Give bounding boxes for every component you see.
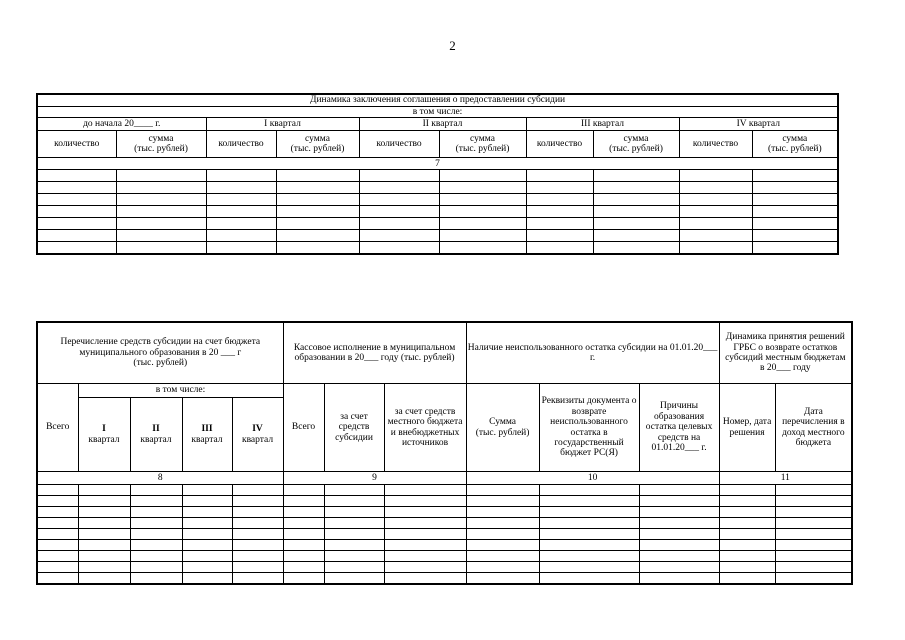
empty-cell: [752, 170, 838, 182]
qty-header: количество: [359, 131, 439, 158]
empty-cell: [37, 230, 116, 242]
empty-cell: [116, 182, 206, 194]
table-row: [37, 529, 852, 540]
table-row: [37, 206, 838, 218]
empty-cell: [526, 242, 593, 255]
empty-cell: [130, 485, 182, 496]
quarter-roman: II: [152, 424, 160, 435]
empty-cell: [359, 170, 439, 182]
empty-cell: [78, 507, 130, 518]
empty-cell: [719, 551, 775, 562]
column-number-11: 11: [719, 472, 852, 485]
table-row: [37, 573, 852, 585]
empty-cell: [526, 182, 593, 194]
table-row: [37, 170, 838, 182]
empty-cell: [130, 518, 182, 529]
empty-cell: [283, 562, 324, 573]
qty-header: количество: [526, 131, 593, 158]
empty-cell: [37, 194, 116, 206]
empty-cell: [116, 194, 206, 206]
empty-cell: [466, 518, 539, 529]
empty-cell: [466, 562, 539, 573]
empty-cell: [359, 218, 439, 230]
empty-cell: [37, 573, 78, 585]
empty-cell: [775, 573, 852, 585]
empty-cell: [37, 496, 78, 507]
empty-cell: [276, 206, 359, 218]
empty-cell: [206, 182, 276, 194]
empty-cell: [116, 170, 206, 182]
empty-cell: [276, 218, 359, 230]
period-q2: II квартал: [359, 118, 526, 131]
empty-cell: [466, 551, 539, 562]
column-number-8: 8: [37, 472, 283, 485]
subsidy-transfer-table: [36, 321, 853, 585]
empty-cell: [593, 206, 679, 218]
local-funds-header: за счет средств местного бюджета и внебюджетных источников: [384, 384, 466, 472]
empty-cell: [439, 218, 526, 230]
qty-header: количество: [206, 131, 276, 158]
empty-cell: [283, 496, 324, 507]
empty-cell: [593, 194, 679, 206]
empty-cell: [775, 551, 852, 562]
empty-cell: [679, 182, 752, 194]
empty-cell: [593, 182, 679, 194]
empty-cell: [182, 540, 232, 551]
empty-cell: [283, 518, 324, 529]
sum-header: сумма (тыс. рублей): [439, 131, 526, 158]
table-row: [37, 551, 852, 562]
empty-cell: [639, 529, 719, 540]
empty-cell: [206, 170, 276, 182]
empty-cell: [359, 182, 439, 194]
empty-cell: [130, 551, 182, 562]
empty-cell: [206, 218, 276, 230]
empty-cell: [206, 230, 276, 242]
empty-cell: [182, 496, 232, 507]
empty-cell: [679, 206, 752, 218]
transfer-date-header: Дата перечисления в доход местного бюджета: [775, 384, 852, 472]
period-start: до начала 20____ г.: [37, 118, 206, 131]
empty-cell: [593, 230, 679, 242]
empty-cell: [78, 485, 130, 496]
table1-empty-rows: [37, 170, 838, 255]
empty-cell: [206, 242, 276, 255]
balance-reasons-header: Причины образования остатка целевых средств на 01.01.20___ г.: [639, 384, 719, 472]
empty-cell: [439, 170, 526, 182]
empty-cell: [384, 540, 466, 551]
empty-cell: [37, 529, 78, 540]
table1-including: в том числе:: [37, 107, 838, 118]
empty-cell: [384, 507, 466, 518]
quarter-roman: I: [102, 424, 106, 435]
empty-cell: [206, 194, 276, 206]
empty-cell: [719, 496, 775, 507]
empty-cell: [526, 170, 593, 182]
empty-cell: [639, 507, 719, 518]
empty-cell: [116, 218, 206, 230]
empty-cell: [283, 540, 324, 551]
empty-cell: [78, 529, 130, 540]
table-row: [37, 230, 838, 242]
empty-cell: [775, 562, 852, 573]
empty-cell: [182, 529, 232, 540]
column-number: 7: [37, 158, 838, 170]
empty-cell: [775, 529, 852, 540]
empty-cell: [37, 485, 78, 496]
empty-cell: [439, 242, 526, 255]
empty-cell: [276, 194, 359, 206]
empty-cell: [384, 529, 466, 540]
including-header: в том числе:: [78, 384, 283, 398]
empty-cell: [539, 529, 639, 540]
quarter-word: квартал: [241, 434, 274, 445]
empty-cell: [232, 573, 283, 585]
empty-cell: [359, 242, 439, 255]
return-decisions-header: Динамика принятия решений ГРБС о возврате остатков субсидий местным бюджетам в 20___ году: [719, 322, 852, 384]
empty-cell: [324, 562, 384, 573]
empty-cell: [384, 485, 466, 496]
empty-cell: [466, 540, 539, 551]
empty-cell: [130, 507, 182, 518]
empty-cell: [775, 496, 852, 507]
empty-cell: [182, 518, 232, 529]
empty-cell: [439, 194, 526, 206]
quarter-roman: IV: [252, 424, 263, 435]
quarter-2-header: [130, 398, 182, 472]
empty-cell: [276, 182, 359, 194]
empty-cell: [526, 218, 593, 230]
empty-cell: [752, 206, 838, 218]
empty-cell: [639, 573, 719, 585]
empty-cell: [37, 242, 116, 255]
empty-cell: [276, 230, 359, 242]
empty-cell: [752, 218, 838, 230]
empty-cell: [324, 529, 384, 540]
quarter-3-header: [182, 398, 232, 472]
table-row: [37, 194, 838, 206]
empty-cell: [384, 496, 466, 507]
empty-cell: [37, 562, 78, 573]
table-row: [37, 507, 852, 518]
empty-cell: [130, 529, 182, 540]
empty-cell: [78, 496, 130, 507]
empty-cell: [324, 551, 384, 562]
table-row: [37, 218, 838, 230]
empty-cell: [37, 218, 116, 230]
empty-cell: [679, 230, 752, 242]
empty-cell: [719, 485, 775, 496]
sum-header: сумма (тыс. рублей): [276, 131, 359, 158]
empty-cell: [78, 551, 130, 562]
quarter-1-header: [78, 398, 130, 472]
empty-cell: [466, 573, 539, 585]
empty-cell: [324, 507, 384, 518]
balance-sum-header: Сумма (тыс. рублей): [466, 384, 539, 472]
empty-cell: [539, 507, 639, 518]
empty-cell: [439, 182, 526, 194]
empty-cell: [539, 573, 639, 585]
empty-cell: [37, 551, 78, 562]
column-number-9: 9: [283, 472, 466, 485]
return-document-header: Реквизиты документа о возврате неиспользованного остатка в государственный бюджет РС(Я): [539, 384, 639, 472]
empty-cell: [639, 562, 719, 573]
empty-cell: [752, 242, 838, 255]
table-row: [37, 518, 852, 529]
empty-cell: [539, 485, 639, 496]
sum-header: сумма (тыс. рублей): [593, 131, 679, 158]
empty-cell: [130, 540, 182, 551]
empty-cell: [593, 242, 679, 255]
empty-cell: [232, 496, 283, 507]
empty-cell: [116, 230, 206, 242]
empty-cell: [593, 218, 679, 230]
empty-cell: [232, 529, 283, 540]
table2-empty-rows: [37, 485, 852, 585]
total-cash-header: Всего: [283, 384, 324, 472]
empty-cell: [116, 242, 206, 255]
sum-header: сумма (тыс. рублей): [752, 131, 838, 158]
subsidy-agreement-table: [36, 93, 839, 255]
empty-cell: [232, 518, 283, 529]
empty-cell: [466, 485, 539, 496]
empty-cell: [466, 496, 539, 507]
empty-cell: [37, 518, 78, 529]
table-row: [37, 562, 852, 573]
empty-cell: [78, 562, 130, 573]
table-row: [37, 485, 852, 496]
column-number-10: 10: [466, 472, 719, 485]
empty-cell: [37, 540, 78, 551]
empty-cell: [439, 230, 526, 242]
quarter-roman: III: [201, 424, 213, 435]
empty-cell: [324, 485, 384, 496]
decision-number-header: Номер, дата решения: [719, 384, 775, 472]
empty-cell: [775, 485, 852, 496]
quarter-word: квартал: [88, 434, 120, 445]
empty-cell: [182, 573, 232, 585]
empty-cell: [752, 230, 838, 242]
empty-cell: [384, 562, 466, 573]
empty-cell: [130, 573, 182, 585]
empty-cell: [182, 507, 232, 518]
empty-cell: [324, 518, 384, 529]
page-number: 2: [449, 38, 456, 53]
subsidy-funds-header: за счет средств субсидии: [324, 384, 384, 472]
empty-cell: [679, 170, 752, 182]
table-row: [37, 242, 838, 255]
sum-header: сумма (тыс. рублей): [116, 131, 206, 158]
empty-cell: [639, 496, 719, 507]
empty-cell: [130, 496, 182, 507]
empty-cell: [752, 182, 838, 194]
period-q1: I квартал: [206, 118, 359, 131]
empty-cell: [639, 518, 719, 529]
empty-cell: [775, 540, 852, 551]
empty-cell: [639, 485, 719, 496]
period-q4: IV квартал: [679, 118, 838, 131]
quarter-word: квартал: [140, 434, 172, 445]
empty-cell: [384, 573, 466, 585]
empty-cell: [539, 562, 639, 573]
empty-cell: [775, 518, 852, 529]
empty-cell: [719, 518, 775, 529]
empty-cell: [679, 194, 752, 206]
empty-cell: [116, 206, 206, 218]
empty-cell: [206, 206, 276, 218]
empty-cell: [775, 507, 852, 518]
empty-cell: [719, 540, 775, 551]
empty-cell: [232, 485, 283, 496]
empty-cell: [182, 485, 232, 496]
empty-cell: [439, 206, 526, 218]
empty-cell: [539, 518, 639, 529]
empty-cell: [78, 540, 130, 551]
empty-cell: [539, 540, 639, 551]
empty-cell: [276, 170, 359, 182]
empty-cell: [466, 529, 539, 540]
empty-cell: [639, 540, 719, 551]
empty-cell: [719, 507, 775, 518]
empty-cell: [526, 194, 593, 206]
empty-cell: [283, 573, 324, 585]
table-row: [37, 496, 852, 507]
empty-cell: [359, 194, 439, 206]
cash-execution-header: Кассовое исполнение в муниципальном образовании в 20___ году (тыс. рублей): [283, 322, 466, 384]
empty-cell: [232, 507, 283, 518]
empty-cell: [276, 242, 359, 255]
empty-cell: [182, 562, 232, 573]
empty-cell: [384, 551, 466, 562]
qty-header: количество: [679, 131, 752, 158]
empty-cell: [283, 529, 324, 540]
empty-cell: [37, 182, 116, 194]
empty-cell: [78, 518, 130, 529]
empty-cell: [593, 170, 679, 182]
empty-cell: [182, 551, 232, 562]
total-header: Всего: [37, 384, 78, 472]
empty-cell: [130, 562, 182, 573]
empty-cell: [526, 230, 593, 242]
quarter-word: квартал: [191, 434, 223, 445]
empty-cell: [37, 206, 116, 218]
empty-cell: [526, 206, 593, 218]
empty-cell: [359, 230, 439, 242]
transfer-header: Перечисление средств субсидии на счет бюджета муниципального образования в 20 ___ г (тыс. рублей): [37, 322, 283, 384]
empty-cell: [752, 194, 838, 206]
empty-cell: [324, 573, 384, 585]
period-q3: III квартал: [526, 118, 679, 131]
empty-cell: [232, 551, 283, 562]
empty-cell: [324, 540, 384, 551]
empty-cell: [466, 507, 539, 518]
empty-cell: [639, 551, 719, 562]
empty-cell: [359, 206, 439, 218]
empty-cell: [78, 573, 130, 585]
empty-cell: [719, 529, 775, 540]
empty-cell: [283, 507, 324, 518]
unused-balance-header: Наличие неиспользованного остатка субсидии на 01.01.20___ г.: [466, 322, 719, 384]
empty-cell: [539, 496, 639, 507]
empty-cell: [283, 485, 324, 496]
empty-cell: [37, 170, 116, 182]
empty-cell: [232, 562, 283, 573]
empty-cell: [232, 540, 283, 551]
empty-cell: [283, 551, 324, 562]
table-row: [37, 182, 838, 194]
empty-cell: [384, 518, 466, 529]
empty-cell: [37, 507, 78, 518]
table1-title: Динамика заключения соглашения о предоставлении субсидии: [37, 94, 838, 107]
empty-cell: [539, 551, 639, 562]
empty-cell: [719, 562, 775, 573]
qty-header: количество: [37, 131, 116, 158]
empty-cell: [324, 496, 384, 507]
quarter-4-header: [232, 398, 283, 472]
empty-cell: [679, 242, 752, 255]
table-row: [37, 540, 852, 551]
empty-cell: [679, 218, 752, 230]
empty-cell: [719, 573, 775, 585]
